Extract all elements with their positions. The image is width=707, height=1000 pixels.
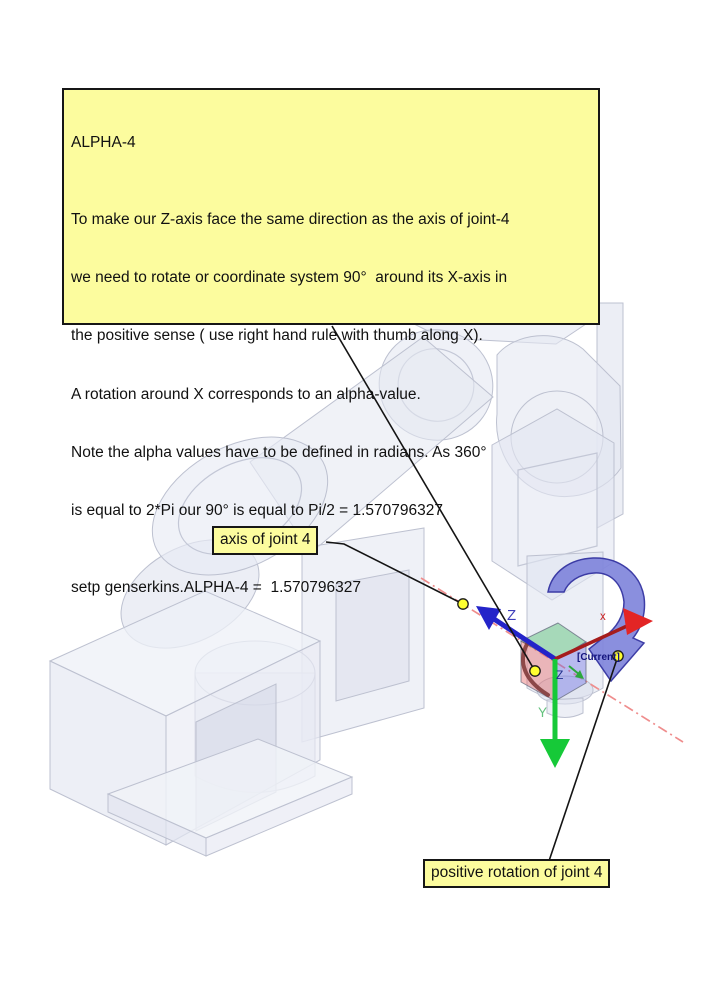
note-line: we need to rotate or coordinate system 90° around its X-axis in — [71, 269, 508, 287]
note-line: is equal to 2*Pi our 90° is equal to Pi/2 = 1.570796327 — [71, 502, 444, 520]
annotation-note — [62, 88, 600, 597]
robot-wrist-nub — [547, 698, 583, 718]
positive-rotation-label: positive rotation of joint 4 — [423, 859, 610, 888]
origin-marker-dot — [530, 666, 540, 676]
y-axis-arrowhead — [540, 739, 570, 768]
x-axis-label: x — [600, 611, 606, 623]
y-axis-label: Y — [538, 705, 548, 720]
note-line: Note the alpha values have to be defined in radians. As 360° — [71, 443, 487, 461]
cube-z-label: Z — [556, 668, 564, 682]
note-title: ALPHA-4 — [71, 133, 136, 151]
note-line: To make our Z-axis face the same direction as the axis of joint-4 — [71, 211, 510, 229]
axis-of-joint4-label: axis of joint 4 — [212, 526, 318, 555]
note-line: A rotation around X corresponds to an alpha-value. — [71, 385, 421, 403]
current-frame-label: [Current] — [577, 652, 620, 663]
note-line: the positive sense ( use right hand rule with thumb along X). — [71, 327, 483, 345]
z-axis-label: Z — [507, 607, 517, 624]
note-command-line: setp genserkins.ALPHA-4 = 1.570796327 — [71, 579, 361, 597]
